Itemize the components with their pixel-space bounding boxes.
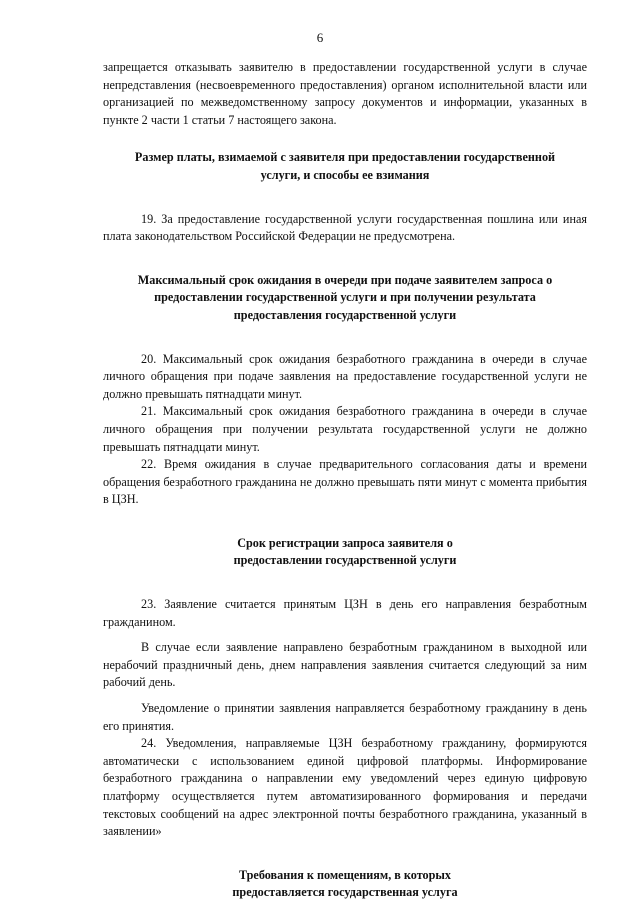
paragraph-intro: запрещается отказывать заявителю в предоставлении государственной услуги в случае непредставления (несвоевременного предоставления) органом исполнительной власти или организацией по межведомственному запросу документов и информации, указанных в пункте 2 части 1 статьи 7 настоящего закона.: [103, 60, 587, 127]
paragraph-19: 19. За предоставление государственной услуги государственная пошлина или иная плата законодательством Российской Федерации не предусмотрена.: [103, 211, 587, 244]
paragraph-23: 23. Заявление считается принятым ЦЗН в день его направления безработным гражданином.: [103, 597, 587, 629]
heading-registration: [103, 535, 587, 570]
paragraph-24: 24. Уведомления, направляемые ЦЗН безработному гражданину, формируются автоматически с использованием единой цифровой платформы. Информирование безработного гражданина о направлении ему уведомлений через единую цифровую платформу осуществляется путем автоматизированного формирования и передачи текстовых сообщений на адрес электронной почты безработного гражданина, указанный в заявлении»: [103, 736, 587, 839]
paragraph-23-weekend: В случае если заявление направлено безработным гражданином в выходной или нерабочий праздничный день, днем направления заявления считается следующий за ним рабочий день.: [103, 640, 587, 690]
page-number: 6: [316, 30, 324, 45]
paragraph-23-notice: Уведомление о принятии заявления направляется безработному гражданину в день его принятия.: [103, 701, 587, 733]
heading-rooms-text: Требования к помещениям, в которых предоставляется государственная услуга: [232, 867, 458, 900]
heading-registration-text: Срок регистрации запроса заявителя о предоставлении государственной услуги: [233, 535, 457, 568]
heading-wait-text: Максимальный срок ожидания в очереди при подаче заявителем запроса о предоставлении государственной услуги и при получении результата предоставления государственной услуги: [137, 272, 553, 322]
heading-rooms: [103, 867, 587, 902]
paragraph-21: 21. Максимальный срок ожидания безработного гражданина в очереди в случае личного обращения при получении результата государственной услуги не должно превышать пятнадцати минут.: [103, 404, 587, 454]
heading-fee: [103, 149, 587, 184]
heading-fee-text: Размер платы, взимаемой с заявителя при предоставлении государственной услуги, и способы ее взимания: [134, 150, 556, 182]
paragraph-20: 20. Максимальный срок ожидания безработного гражданина в очереди в случае личного обращения при подаче заявления на предоставление государственной услуги не должно превышать пятнадцати минут.: [103, 351, 587, 401]
heading-wait: [103, 272, 587, 325]
document-body: [103, 59, 587, 902]
paragraph-22: 22. Время ожидания в случае предварительного согласования даты и времени обращения безработного гражданина не должно превышать пяти минут с момента прибытия в ЦЗН.: [103, 457, 587, 507]
